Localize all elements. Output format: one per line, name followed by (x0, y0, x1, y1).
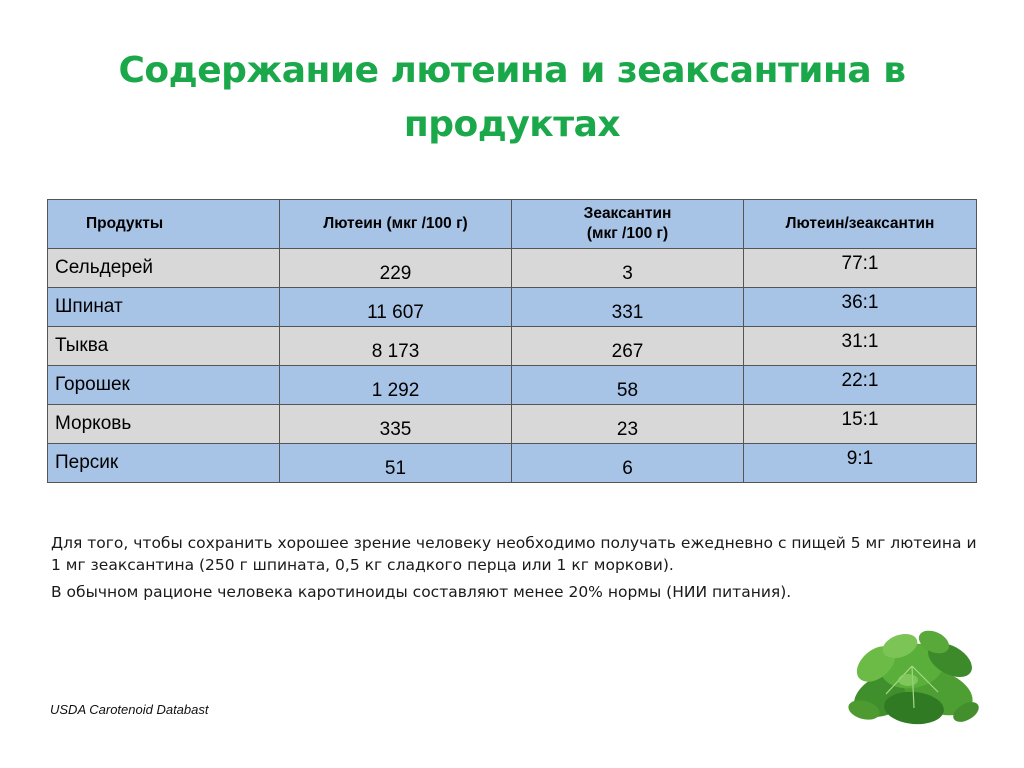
cell-zeaxanthin: 6 (512, 444, 744, 483)
cell-lutein: 229 (280, 249, 512, 288)
cell-zeaxanthin: 3 (512, 249, 744, 288)
intake-paragraph: Для того, чтобы сохранить хорошее зрение человеку необходимо получать ежедневно с пищей 5 мг лютеина и 1 мг зеаксантина (250 г шпината, 0,5 кг сладкого перца или 1 кг моркови). (51, 534, 977, 574)
source-caption: USDA Carotenoid Databast (50, 702, 209, 717)
table-header-row (48, 200, 977, 249)
slide-title (80, 44, 944, 152)
cell-lutein: 8 173 (280, 327, 512, 366)
cell-product: Шпинат (48, 288, 280, 327)
cell-ratio: 77:1 (744, 249, 977, 288)
cell-product: Морковь (48, 405, 280, 444)
cell-product: Персик (48, 444, 280, 483)
table-row (48, 249, 977, 288)
cell-product: Сельдерей (48, 249, 280, 288)
cell-ratio: 15:1 (744, 405, 977, 444)
spinach-leaves-image (846, 624, 982, 732)
table-row (48, 444, 977, 483)
header-zeaxanthin (512, 200, 744, 249)
cell-product: Горошек (48, 366, 280, 405)
cell-zeaxanthin: 23 (512, 405, 744, 444)
header-ratio: Лютеин/зеаксантин (744, 200, 977, 249)
cell-lutein: 11 607 (280, 288, 512, 327)
cell-zeaxanthin: 331 (512, 288, 744, 327)
cell-ratio: 9:1 (744, 444, 977, 483)
header-zeaxanthin-line-2: (мкг /100 г) (586, 225, 669, 242)
table-row (48, 366, 977, 405)
cell-zeaxanthin: 58 (512, 366, 744, 405)
header-lutein: Лютеин (мкг /100 г) (280, 200, 512, 249)
carotenoid-table (47, 199, 977, 483)
table-row (48, 405, 977, 444)
table-row (48, 327, 977, 366)
cell-lutein: 51 (280, 444, 512, 483)
cell-lutein: 1 292 (280, 366, 512, 405)
cell-lutein: 335 (280, 405, 512, 444)
header-zeaxanthin-line-1: Зеаксантин (583, 205, 672, 222)
title-line-2: продуктах (403, 104, 621, 145)
leaf-cluster (846, 626, 982, 726)
cell-ratio: 22:1 (744, 366, 977, 405)
cell-ratio: 31:1 (744, 327, 977, 366)
diet-paragraph: В обычном рационе человека каротиноиды составляют менее 20% нормы (НИИ питания). (51, 583, 792, 601)
table-row (48, 288, 977, 327)
header-products: Продукты (48, 200, 280, 249)
cell-ratio: 36:1 (744, 288, 977, 327)
cell-product: Тыква (48, 327, 280, 366)
cell-zeaxanthin: 267 (512, 327, 744, 366)
title-line-1: Содержание лютеина и зеаксантина в (118, 50, 906, 91)
